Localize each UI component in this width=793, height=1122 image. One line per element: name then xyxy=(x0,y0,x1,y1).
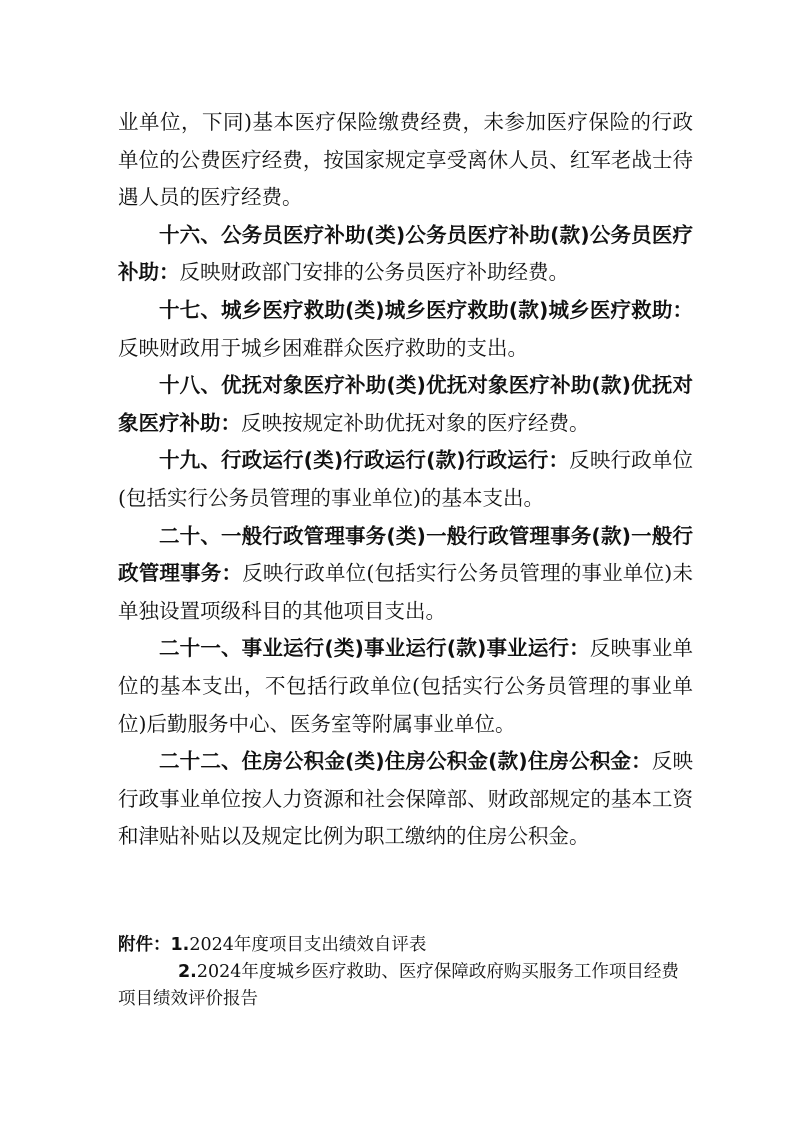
paragraph-text: 反映行政单位(包括实行公务员管理的事业单位)的基本支出。 xyxy=(118,448,693,510)
paragraph-21 xyxy=(118,630,693,743)
paragraph-16 xyxy=(118,217,693,292)
paragraph-heading: 二十一、事业运行(类)事业运行(款)事业运行： xyxy=(159,636,590,661)
paragraph-text: 反映事业单位的基本支出，不包括行政单位(包括实行公务员管理的事业单位)后勤服务中心、医务室等附属事业单位。 xyxy=(118,636,693,736)
paragraph-22 xyxy=(118,743,693,856)
attachment-item-1 xyxy=(118,932,693,959)
paragraph-text: 反映行政单位(包括实行公务员管理的事业单位)未单独设置项级科目的其他项目支出。 xyxy=(118,561,694,623)
attachments-label: 附件： xyxy=(118,935,171,955)
paragraph-heading: 二十二、住房公积金(类)住房公积金(款)住房公积金： xyxy=(159,749,652,774)
paragraph-text: 反映行政事业单位按人力资源和社会保障部、财政部规定的基本工资和津贴补贴以及规定比例为职工缴纳的住房公积金。 xyxy=(118,749,693,849)
attachment-number: 2. xyxy=(178,962,197,982)
paragraph-18 xyxy=(118,367,693,442)
paragraph-heading: 十九、行政运行(类)行政运行(款)行政运行： xyxy=(159,448,570,473)
paragraph-heading: 十八、优抚对象医疗补助(类)优抚对象医疗补助(款)优抚对象医疗补助： xyxy=(118,373,693,435)
paragraph-heading: 十六、公务员医疗补助(类)公务员医疗补助(款)公务员医疗补助： xyxy=(118,222,693,285)
attachments-section xyxy=(118,932,693,1013)
paragraph-19 xyxy=(118,442,693,517)
document-body xyxy=(118,104,693,856)
paragraph-text: 业单位，下同)基本医疗保险缴费经费，未参加医疗保险的行政单位的公费医疗经费，按国家规定享受离休人员、红军老战士待遇人员的医疗经费。 xyxy=(118,110,693,210)
paragraph-text: 反映按规定补助优抚对象的医疗经费。 xyxy=(241,410,590,435)
paragraph-text: 反映财政用于城乡困难群众医疗救助的支出。 xyxy=(118,335,528,360)
attachment-item-2 xyxy=(118,959,693,1013)
paragraph-heading: 十七、城乡医疗救助(类)城乡医疗救助(款)城乡医疗救助： xyxy=(159,297,693,322)
paragraph-text: 反映财政部门安排的公务员医疗补助经费。 xyxy=(179,260,569,285)
paragraph-continuation xyxy=(118,104,693,217)
attachment-title: 2024年度项目支出绩效自评表 xyxy=(189,935,427,955)
paragraph-20 xyxy=(118,518,693,631)
attachment-title: 2024年度城乡医疗救助、医疗保障政府购买服务工作项目经费项目绩效评价报告 xyxy=(118,962,679,1009)
attachment-number: 1. xyxy=(170,935,190,955)
paragraph-heading: 二十、一般行政管理事务(类)一般行政管理事务(款)一般行政管理事务： xyxy=(118,523,693,586)
paragraph-17 xyxy=(118,292,693,367)
